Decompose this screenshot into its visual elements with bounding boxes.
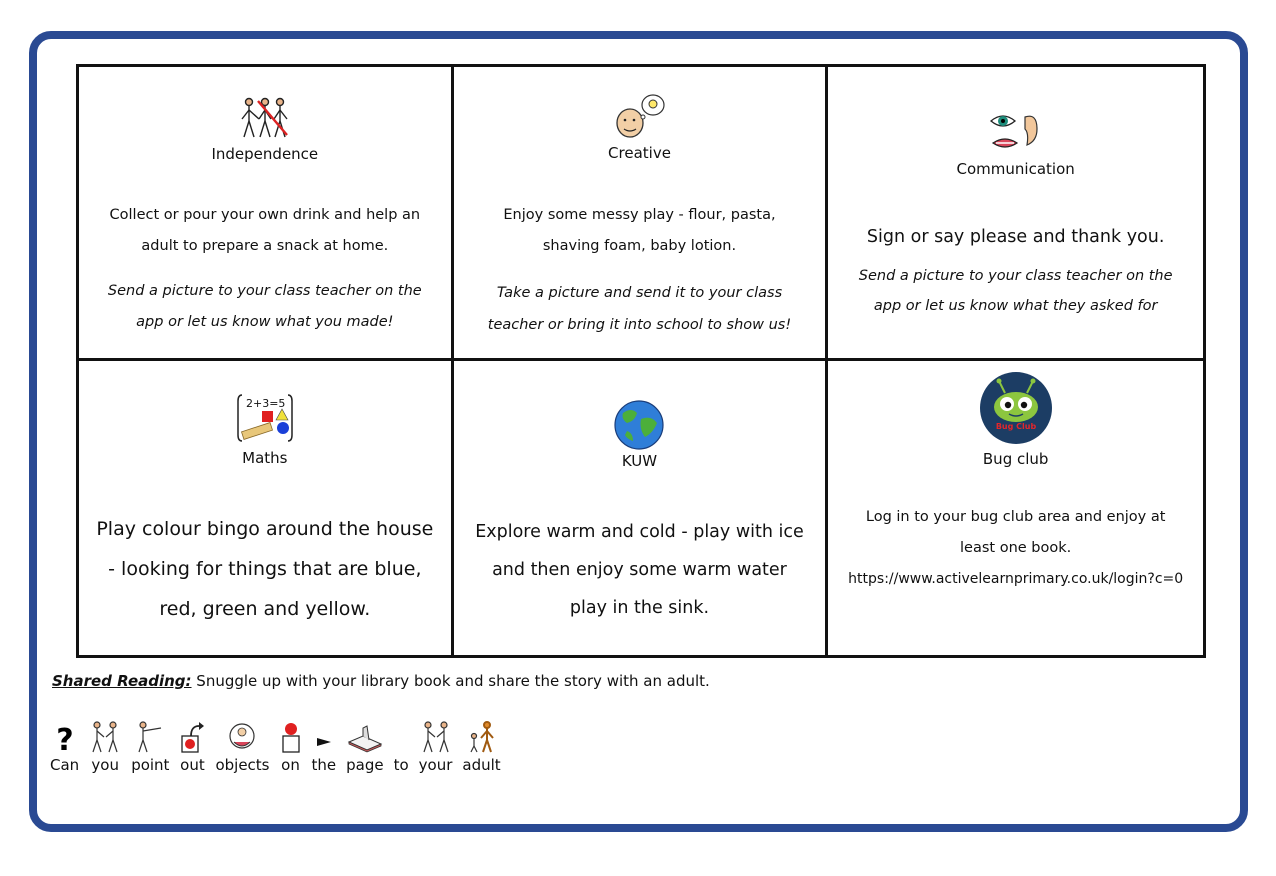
people-helping-icon: [239, 97, 291, 139]
globe-icon: [613, 399, 665, 451]
card-title: KUW: [621, 452, 658, 470]
bug-club-logo: [979, 371, 1053, 445]
card-note-line: Take a picture and send it to your class: [496, 285, 783, 301]
card-creative: [454, 67, 829, 361]
card-text-line: Collect or pour your own drink and help an: [109, 207, 421, 223]
two-people-icon: [420, 720, 452, 754]
symbol-word: [346, 720, 383, 774]
card-bug-club: [828, 361, 1203, 655]
symbol-sentence: [50, 714, 511, 774]
card-note-line: Send a picture to your class teacher on the: [858, 268, 1173, 284]
eye-ear-mouth-icon: [989, 111, 1043, 153]
symbol-word-label: objects: [215, 756, 270, 774]
symbol-word: [131, 720, 169, 774]
card-kuw: [454, 361, 829, 655]
card-body: [93, 509, 437, 629]
shared-reading-label: Shared Reading:: [52, 672, 192, 690]
card-title: Independence: [211, 145, 319, 163]
symbol-word: [50, 720, 79, 774]
out-arrow-icon: [179, 720, 205, 754]
card-note-line: teacher or bring it into school to show us!: [487, 317, 792, 333]
symbol-word-label: you: [91, 756, 119, 774]
two-people-icon: [89, 720, 121, 754]
card-text-line: shaving foam, baby lotion.: [542, 238, 737, 254]
symbol-word-label: on: [281, 756, 300, 774]
bug-club-logo-text: Bug Club: [995, 422, 1036, 431]
symbol-word-label: the: [311, 756, 337, 774]
head-idea-icon: [612, 93, 666, 139]
question-mark-icon: [52, 720, 78, 754]
maths-shapes-icon: [236, 393, 294, 443]
card-text-line: Sign or say please and thank you.: [866, 227, 1165, 247]
symbol-word: [179, 720, 205, 774]
card-text-line: - looking for things that are blue,: [108, 558, 422, 580]
card-communication: [828, 67, 1203, 361]
card-text-line: Enjoy some messy play - flour, pasta,: [503, 207, 776, 223]
symbol-word: [394, 754, 409, 774]
objects-face-icon: [227, 720, 257, 754]
card-title: Maths: [242, 449, 288, 467]
card-text-line: Play colour bingo around the house: [96, 518, 434, 540]
card-text-line: and then enjoy some warm water: [492, 560, 787, 580]
symbol-word-label: your: [418, 756, 453, 774]
maths-icon-text: 2+3=5: [245, 397, 286, 410]
card-title: Communication: [956, 160, 1075, 178]
card-text-line: least one book.: [960, 540, 1072, 556]
adult-child-icon: [467, 720, 497, 754]
on-icon: [280, 720, 302, 754]
card-body: [832, 502, 1199, 595]
symbol-word-label: point: [131, 756, 170, 774]
open-book-icon: [347, 720, 383, 754]
symbol-word: [280, 720, 302, 774]
card-text-line: Explore warm and cold - play with ice: [475, 522, 804, 542]
card-maths: [79, 361, 454, 655]
symbol-word-label: adult: [462, 756, 501, 774]
symbol-word-label: out: [180, 756, 205, 774]
symbol-word: [312, 720, 337, 774]
card-note-line: app or let us know what they asked for: [873, 298, 1158, 314]
card-body: [468, 513, 812, 627]
card-independence: [79, 67, 454, 361]
bug-club-link[interactable]: https://www.activelearnprimary.co.uk/login?c=0: [848, 571, 1184, 587]
symbol-word: [215, 720, 269, 774]
card-text-line: adult to prepare a snack at home.: [141, 238, 389, 254]
card-text-line: play in the sink.: [569, 598, 710, 618]
activity-grid: [76, 64, 1206, 658]
card-body: [468, 200, 812, 341]
pointing-person-icon: [135, 720, 165, 754]
symbol-word-label: page: [346, 756, 384, 774]
card-text-line: Log in to your bug club area and enjoy at: [865, 509, 1166, 525]
svg-text:?: ?: [55, 723, 74, 754]
symbol-word: [419, 720, 453, 774]
card-note-line: Send a picture to your class teacher on the: [107, 283, 422, 299]
shared-reading: [52, 672, 710, 690]
symbol-word-label: to: [393, 756, 409, 774]
shared-reading-text: Snuggle up with your library book and share the story with an adult.: [191, 672, 710, 690]
card-note-line: app or let us know what you made!: [136, 314, 394, 330]
symbol-word: [89, 720, 121, 774]
card-text-line: red, green and yellow.: [159, 598, 371, 620]
card-body: [842, 219, 1189, 321]
card-title: Creative: [608, 144, 671, 162]
symbol-word: [462, 720, 500, 774]
card-title: Bug club: [982, 450, 1049, 468]
card-body: [93, 200, 437, 338]
the-arrow-icon: [313, 720, 335, 754]
symbol-word-label: Can: [50, 756, 80, 774]
